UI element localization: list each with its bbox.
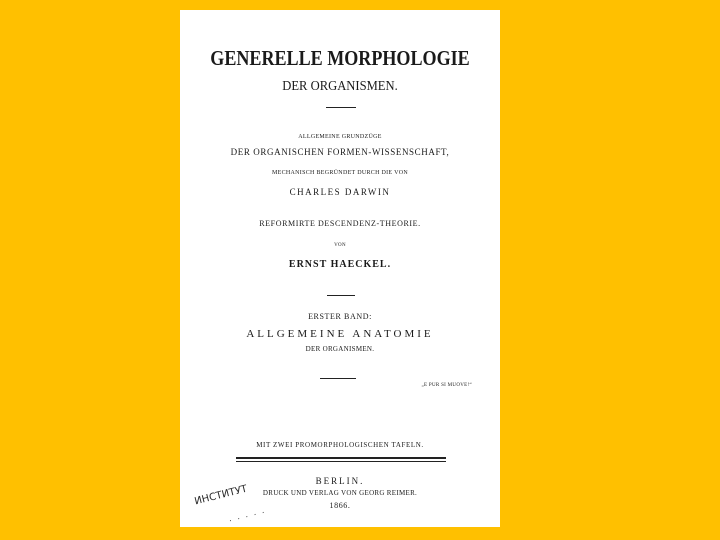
divider-rule (326, 107, 356, 108)
motto: „E PUR SI MUOVE!“ (421, 383, 472, 388)
library-stamp-marks: · · · · · (227, 508, 267, 526)
divider-rule (320, 378, 356, 379)
darwin-line: CHARLES DARWIN (289, 187, 391, 197)
volume-subtitle: DER ORGANISMEN. (305, 345, 375, 353)
divider-rule (327, 295, 355, 296)
year: 1866. (329, 501, 351, 510)
title-page-scan (180, 10, 500, 527)
tagline-line: REFORMIRTE DESCENDENZ-THEORIE. (259, 219, 421, 228)
publisher: DRUCK UND VERLAG VON GEORG REIMER. (262, 489, 418, 497)
book-subtitle: DER ORGANISMEN. (282, 79, 398, 94)
thin-divider-rule (236, 461, 446, 462)
volume-label: ERSTER BAND: (308, 312, 372, 321)
city: BERLIN. (315, 476, 365, 486)
tagline-line: MECHANISCH BEGRÜNDET DURCH DIE VON (272, 170, 408, 176)
book-title: GENERELLE MORPHOLOGIE (210, 46, 470, 70)
by-label: VON (334, 243, 346, 248)
library-stamp: ИНСТИТУТ (193, 483, 249, 508)
thick-divider-rule (236, 457, 446, 459)
plates-note: MIT ZWEI PROMORPHOLOGISCHEN TAFELN. (256, 441, 424, 449)
volume-title: ALLGEMEINE ANATOMIE (246, 328, 434, 340)
author-name: ERNST HAECKEL. (288, 259, 392, 270)
tagline-line: ALLGEMEINE GRUNDZÜGE (298, 134, 382, 140)
tagline-line: DER ORGANISCHEN FORMEN-WISSENSCHAFT, (230, 147, 450, 157)
